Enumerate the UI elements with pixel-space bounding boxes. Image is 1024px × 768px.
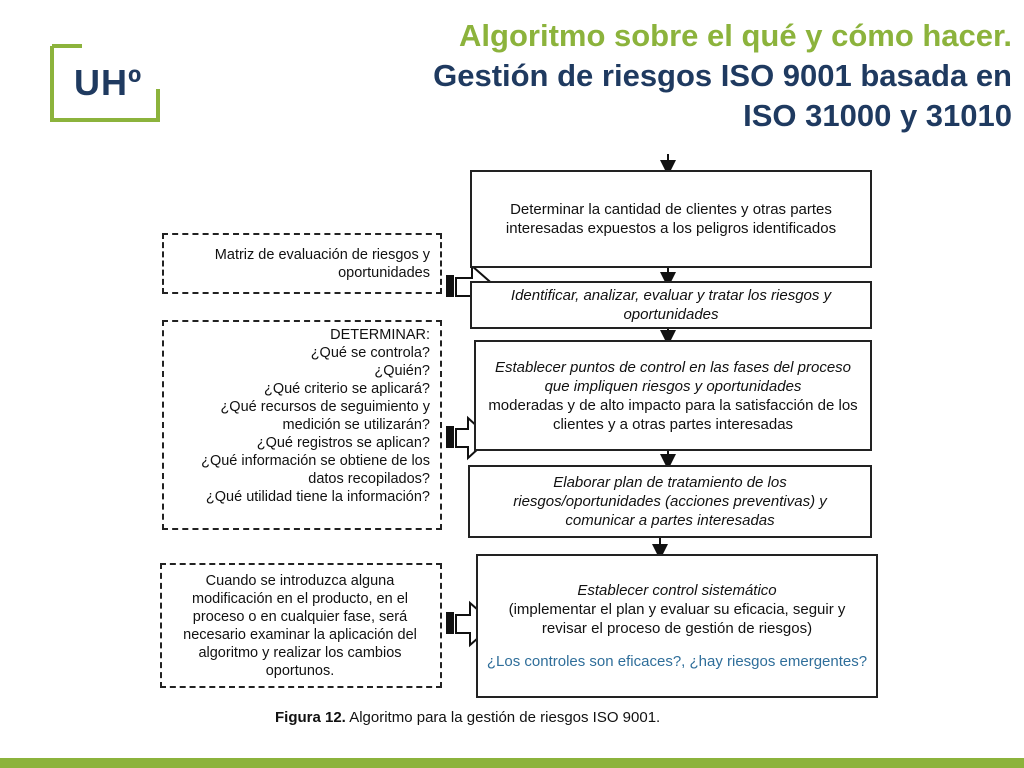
step-5-text: (implementar el plan y evaluar su eficacia, seguir y revisar el proceso de gestión de riesgos): [508, 601, 846, 637]
step-1-box: [470, 170, 872, 268]
input-1-box: [162, 233, 442, 294]
step-5-question: ¿Los controles son eficaces?, ¿hay riesgos emergentes?: [486, 653, 868, 670]
figure-caption-label: Figura 12.: [275, 709, 346, 726]
figure-caption: [275, 709, 660, 726]
logo-text: UHº: [74, 62, 143, 103]
title-line-3: ISO 31000 y 31010: [743, 98, 1012, 133]
step-3-box: [474, 340, 872, 451]
input-3-text: Cuando se introduzca alguna modificación en el producto, en el proceso o en cualquier fase, será necesario examinar la aplicación del algoritmo y realizar los cambios oportunos.: [183, 572, 417, 679]
input-2-line-7: ¿Qué información se obtiene de los datos recopilados?: [201, 453, 430, 487]
input-2-line-6: ¿Qué registros se aplican?: [256, 435, 430, 451]
step-1-text: Determinar la cantidad de clientes y otras partes interesadas expuestos a los peligros identificados: [505, 201, 837, 237]
input-2-line-5: ¿Qué recursos de seguimiento y medición se utilizarán?: [220, 399, 430, 433]
figure-caption-text: Algoritmo para la gestión de riesgos ISO 9001.: [349, 709, 661, 726]
input-2-line-4: ¿Qué criterio se aplicará?: [263, 381, 430, 397]
step-4-box: [468, 465, 872, 538]
step-4-text: Elaborar plan de tratamiento de los riesgos/oportunidades (acciones preventivas) y comunicar a partes interesadas: [513, 474, 827, 529]
step-3-italic-text: Establecer puntos de control en las fases del proceso que impliquen riesgos y oportunidades: [494, 358, 852, 395]
step-2-box: [470, 281, 872, 329]
bottom-accent-bar: [0, 758, 1024, 768]
input-2-box: [162, 320, 442, 530]
input-2-line-2: ¿Qué se controla?: [310, 345, 430, 361]
input-2-line-1: DETERMINAR:: [330, 327, 430, 343]
title-line-1: Algoritmo sobre el qué y cómo hacer.: [459, 18, 1012, 53]
title-line-2: Gestión de riesgos ISO 9001 basada en: [433, 58, 1012, 93]
step-5-italic-text: Establecer control sistemático: [577, 582, 777, 599]
input-2-line-8: ¿Qué utilidad tiene la información?: [205, 489, 430, 505]
input-3-box: [160, 563, 442, 688]
input-1-text: Matriz de evaluación de riesgos y oportunidades: [214, 246, 430, 281]
step-2-text: Identificar, analizar, evaluar y tratar los riesgos y oportunidades: [510, 287, 832, 323]
input-2-line-3: ¿Quién?: [374, 363, 430, 379]
step-5-box: [476, 554, 878, 698]
step-3-text: moderadas y de alto impacto para la satisfacción de los clientes y a otras partes interesadas: [488, 396, 858, 433]
